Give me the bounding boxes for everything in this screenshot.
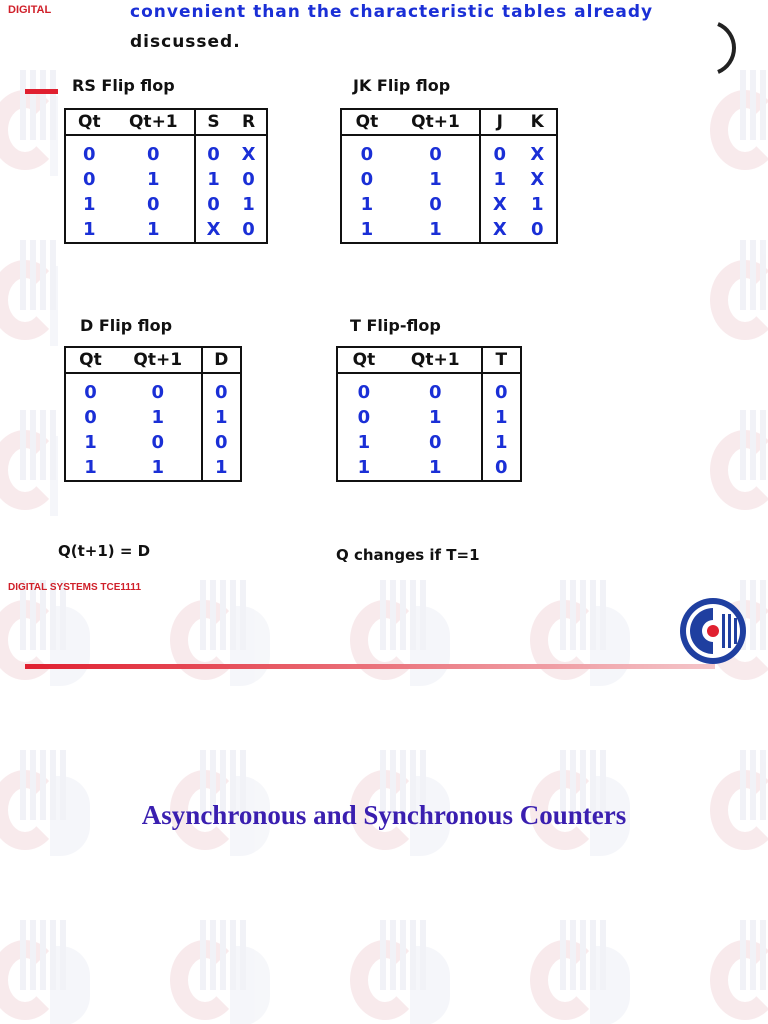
table-cell: 0 [428, 432, 442, 453]
rs-header-0: Qt [65, 109, 113, 135]
table-row [65, 217, 267, 243]
university-logo-icon [714, 20, 750, 76]
jk-table [340, 108, 558, 244]
table-cell: 0 [429, 194, 442, 215]
rs-header-3: R [231, 109, 267, 135]
d-header-1: Qt+1 [115, 347, 202, 373]
table-cell: 0 [147, 194, 160, 215]
table-cell: 1 [202, 455, 242, 481]
table-cell: 0 [202, 430, 242, 455]
table-cell: X [195, 217, 231, 243]
table-cell: 0 [530, 219, 544, 240]
watermark-logo-icon [0, 920, 100, 1024]
table-cell: 0 [202, 373, 242, 405]
watermark-logo-icon [160, 920, 280, 1024]
table-row [65, 192, 267, 217]
slide2-title: Asynchronous and Synchronous Counters [141, 800, 627, 830]
table-row [65, 405, 241, 430]
t-table [336, 346, 522, 482]
table-cell: 1 [147, 219, 160, 240]
table-row [341, 192, 557, 217]
red-divider-line [25, 664, 715, 669]
t-header-2: T [482, 347, 521, 373]
table-cell: 0 [195, 135, 231, 167]
jk-header-1: Qt+1 [392, 109, 480, 135]
table-cell: 0 [357, 407, 371, 428]
table-row [65, 455, 241, 481]
table-cell: 0 [84, 382, 97, 403]
table-cell: 1 [195, 167, 231, 192]
d-header-0: Qt [65, 347, 115, 373]
table-cell: 0 [428, 382, 442, 403]
watermark-logo-icon [700, 240, 768, 350]
table-cell: 0 [151, 382, 164, 403]
d-header-2: D [202, 347, 242, 373]
t-header-1: Qt+1 [390, 347, 482, 373]
table-row [65, 373, 241, 405]
watermark-logo-icon [700, 70, 768, 180]
slide1-header-label: DIGITAL [8, 4, 52, 16]
watermark-logo-icon [700, 920, 768, 1024]
table-cell: 1 [83, 219, 96, 240]
table-cell: 1 [147, 169, 160, 190]
table-row [337, 373, 521, 405]
table-cell: 0 [195, 192, 231, 217]
d-note: Q(t+1) = D [58, 542, 151, 560]
table-row [337, 430, 521, 455]
table-cell: 0 [147, 144, 160, 165]
table-row [65, 135, 267, 167]
table-row [65, 430, 241, 455]
table-row [341, 135, 557, 167]
table-cell: 1 [357, 457, 371, 478]
table-cell: 1 [83, 194, 96, 215]
table-row [341, 167, 557, 192]
table-cell: 1 [428, 457, 442, 478]
watermark-logo-icon [0, 580, 100, 690]
jk-title: JK Flip flop [353, 76, 451, 95]
jk-header-0: Qt [341, 109, 392, 135]
table-row [337, 405, 521, 430]
table-cell: 1 [242, 194, 255, 215]
jk-header-2: J [480, 109, 518, 135]
table-cell: 0 [242, 169, 255, 190]
table-cell: 0 [482, 373, 521, 405]
table-cell: 0 [482, 455, 521, 481]
table-cell: 0 [151, 432, 164, 453]
table-cell: X [530, 144, 545, 165]
table-cell: 0 [242, 219, 255, 240]
table-cell: 0 [83, 144, 96, 165]
table-cell: 1 [429, 169, 442, 190]
d-table [64, 346, 242, 482]
watermark-logo-icon [340, 580, 460, 690]
table-cell: 0 [357, 382, 371, 403]
table-cell: 0 [84, 407, 97, 428]
jk-header-3: K [519, 109, 557, 135]
table-cell: 1 [151, 457, 164, 478]
table-cell: 1 [482, 430, 521, 455]
table-cell: X [480, 217, 518, 243]
table-row [341, 217, 557, 243]
table-cell: 0 [83, 169, 96, 190]
red-accent-bar [25, 89, 60, 94]
rs-header-1: Qt+1 [113, 109, 195, 135]
rs-table [64, 108, 268, 244]
handwritten-scan [58, 0, 710, 580]
table-cell: 0 [480, 135, 518, 167]
table-cell: 0 [429, 144, 442, 165]
watermark-logo-icon [520, 580, 640, 690]
watermark-logo-icon [340, 920, 460, 1024]
watermark-logo-icon [520, 920, 640, 1024]
table-cell: 1 [151, 407, 164, 428]
table-row [337, 455, 521, 481]
intro-line-2: discussed. [130, 32, 241, 52]
table-cell: 1 [530, 194, 544, 215]
table-cell: 1 [428, 407, 442, 428]
slide2-header-label: DIGITAL SYSTEMS TCE1111 [8, 582, 142, 593]
rs-title: RS Flip flop [72, 76, 175, 95]
table-cell: 1 [84, 432, 97, 453]
table-cell: 1 [84, 457, 97, 478]
t-header-0: Qt [337, 347, 390, 373]
university-logo-icon [678, 596, 748, 666]
watermark-logo-icon [160, 580, 280, 690]
table-cell: 1 [429, 219, 442, 240]
table-cell: X [530, 169, 545, 190]
rs-header-2: S [195, 109, 231, 135]
t-note: Q changes if T=1 [336, 546, 480, 564]
table-cell: 1 [202, 405, 242, 430]
watermark-logo-icon [700, 410, 768, 520]
d-title: D Flip flop [80, 316, 173, 335]
table-cell: X [241, 144, 256, 165]
table-row [65, 167, 267, 192]
table-cell: 0 [360, 144, 374, 165]
t-title: T Flip-flop [350, 316, 441, 335]
table-cell: 0 [360, 169, 374, 190]
table-cell: 1 [482, 405, 521, 430]
intro-line-1: convenient than the characteristic tables already [130, 2, 654, 22]
table-cell: 1 [360, 194, 374, 215]
table-cell: 1 [480, 167, 518, 192]
table-cell: 1 [360, 219, 374, 240]
table-cell: 1 [357, 432, 371, 453]
table-cell: X [480, 192, 518, 217]
